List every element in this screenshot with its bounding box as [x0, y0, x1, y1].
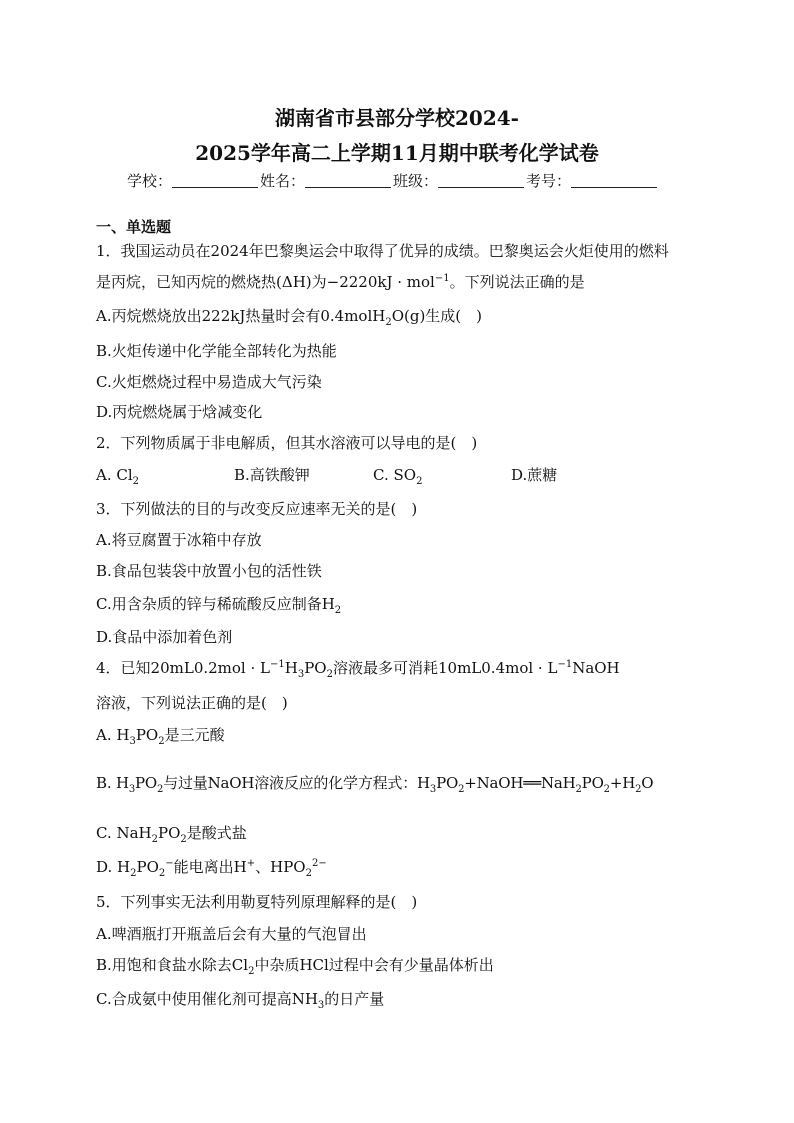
- q4-option-b: B. $H_3PO_2$与过量NaOH溶液反应的化学方程式：$H_3PO_2+NaOH══NaH_2PO_2+H_2O$: [96, 774, 654, 795]
- q3-option-c: C.用含杂质的锌与稀硫酸反应制备$H_2$: [96, 595, 342, 616]
- q5-stem: 5．下列事实无法利用勒夏特列原理解释的是( ): [96, 893, 418, 911]
- q3-option-a: A.将豆腐置于冰箱中存放: [96, 531, 262, 549]
- name-blank[interactable]: [305, 186, 391, 188]
- q5-option-b: B.用饱和食盐水除去$Cl_2$中杂质HCl过程中会有少量晶体析出: [96, 956, 494, 977]
- q3-option-b: B.食品包装袋中放置小包的活性铁: [96, 562, 322, 580]
- q2-stem: 2．下列物质属于非电解质，但其水溶液可以导电的是( ): [96, 434, 478, 452]
- student-info-row: [127, 170, 687, 191]
- name-label: 姓名：: [260, 172, 306, 190]
- q1-option-b: B.火炬传递中化学能全部转化为热能: [96, 342, 337, 360]
- school-label: 学校：: [127, 172, 173, 190]
- section-heading: 一、单选题: [96, 218, 172, 236]
- number-label: 考号：: [526, 172, 572, 190]
- q4-option-d: D. $H_2PO_2^-$能电离出H+、$HPO_2^{2-}$: [96, 858, 327, 879]
- q3-stem: 3．下列做法的目的与改变反应速率无关的是( ): [96, 500, 418, 518]
- q2-option-c: C. $SO_2$: [373, 466, 423, 487]
- q3-option-d: D.食品中添加着色剂: [96, 628, 233, 646]
- class-label: 班级：: [393, 172, 439, 190]
- q4-stem-line1: 4．已知$20mL0.2mol \cdot L^{-1}H_3PO_2$溶液最多可消耗$10mL0.4mol \cdot L^{-1}NaOH$: [96, 659, 620, 680]
- q1-option-a: A.丙烷燃烧放出222kJ热量时会有0.4molH$_2$O(g)生成( ): [96, 307, 483, 328]
- exam-title-line2: 2025学年高二上学期11月期中联考化学试卷: [195, 141, 599, 165]
- q4-option-a: A. $H_3PO_2$是三元酸: [96, 726, 225, 747]
- q1-option-d: D.丙烷燃烧属于焓减变化: [96, 403, 263, 421]
- q1-stem-line1: 1．我国运动员在2024年巴黎奥运会中取得了优异的成绩。巴黎奥运会火炬使用的燃料: [96, 242, 669, 260]
- q4-option-c: C. $NaH_2PO_2$是酸式盐: [96, 824, 247, 845]
- q5-option-a: A.啤酒瓶打开瓶盖后会有大量的气泡冒出: [96, 925, 367, 943]
- school-blank[interactable]: [172, 186, 258, 188]
- q5-option-c: C.合成氨中使用催化剂可提高$NH_3$的日产量: [96, 990, 385, 1011]
- class-blank[interactable]: [438, 186, 524, 188]
- q2-options: [96, 464, 706, 487]
- q2-option-d: D.蔗糖: [511, 466, 558, 484]
- q1-stem-line2: 是丙烷，已知丙烷的燃烧热(ΔH)为−2220kJ · mol$^{-1}$。下列说法正确的是: [96, 273, 585, 291]
- q2-option-b: B.高铁酸钾: [234, 466, 310, 484]
- q4-stem-line2: 溶液，下列说法正确的是( ): [96, 694, 288, 712]
- q1-option-c: C.火炬燃烧过程中易造成大气污染: [96, 373, 322, 391]
- number-blank[interactable]: [571, 186, 657, 188]
- q2-option-a: A. $Cl_2$: [96, 466, 140, 487]
- exam-title-line1: 湖南省市县部分学校2024-: [275, 106, 519, 130]
